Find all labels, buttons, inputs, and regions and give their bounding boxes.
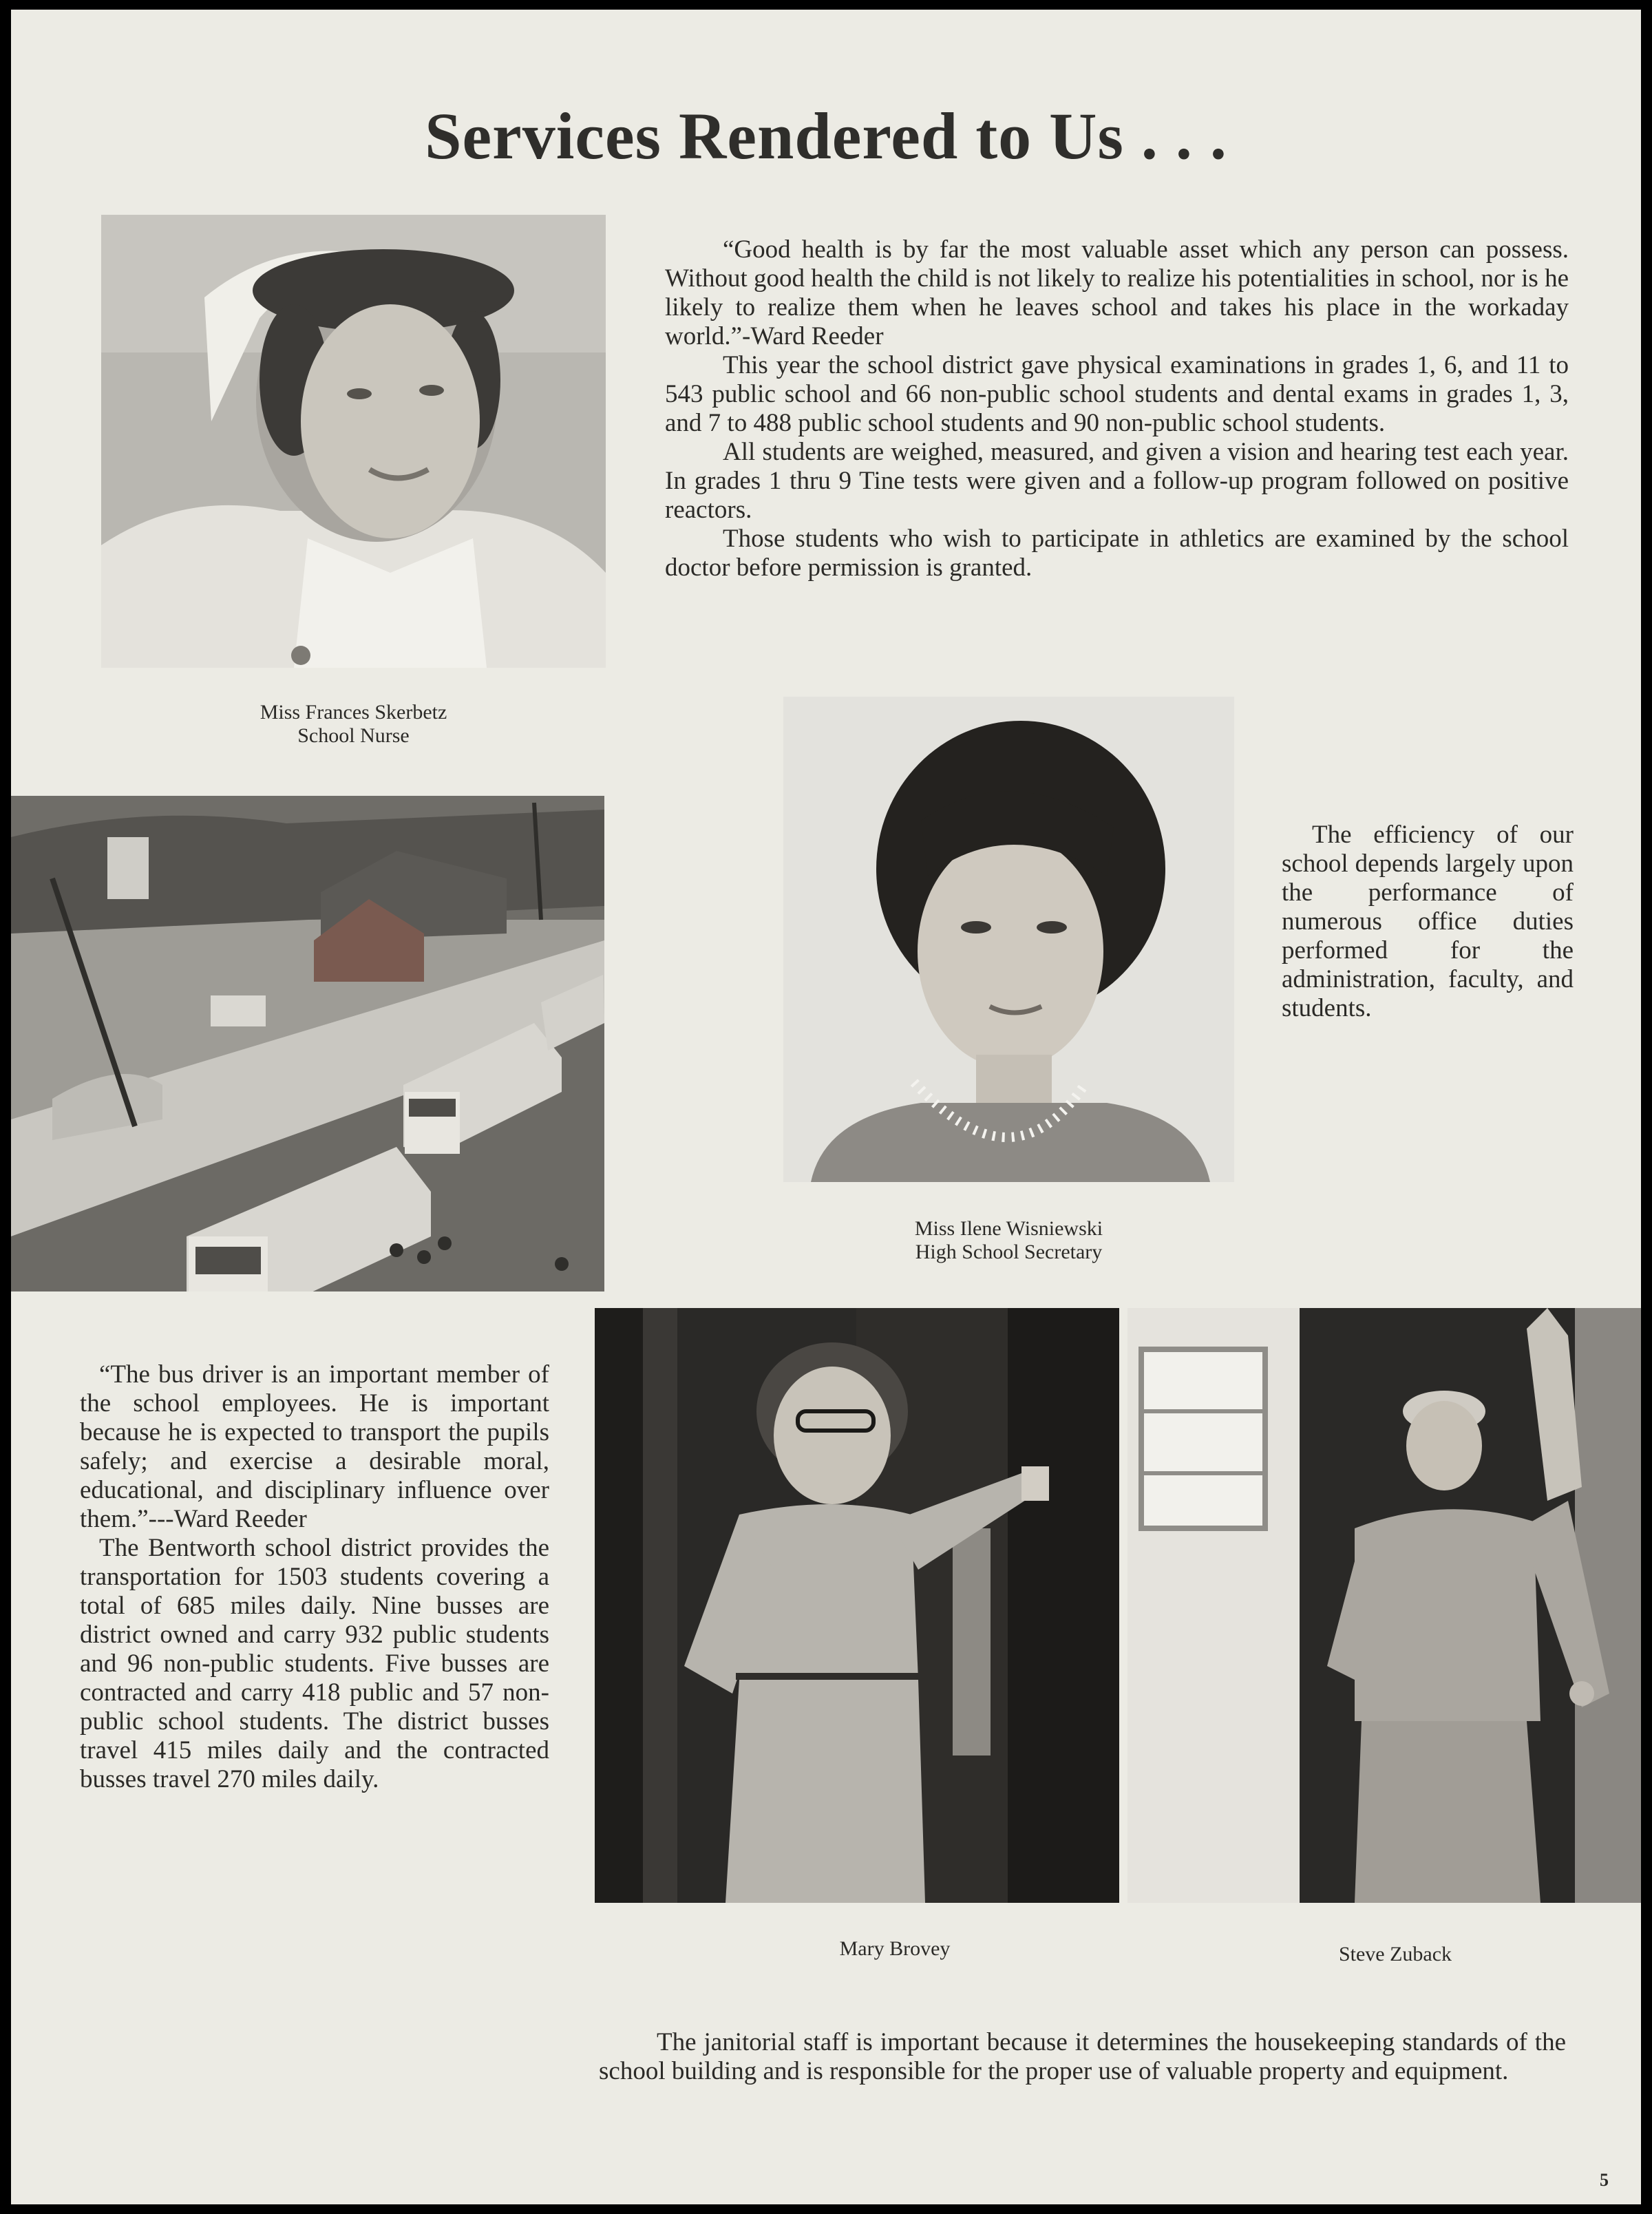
steve-zuback-caption: Steve Zuback bbox=[1338, 1943, 1452, 1965]
secretary-photo bbox=[783, 697, 1234, 1182]
steve-zuback-photo bbox=[1127, 1308, 1641, 1903]
health-text bbox=[665, 235, 1569, 582]
bus-text bbox=[80, 1360, 549, 1794]
efficiency-text bbox=[1282, 821, 1574, 1023]
bus-photo bbox=[11, 796, 604, 1292]
nurse-photo bbox=[101, 215, 606, 668]
janitor-text bbox=[599, 2028, 1566, 2086]
efficiency-paragraph: The efficiency of our school depends largely upon the performance of numerous office duties performed for the administration, faculty, and students. bbox=[1282, 821, 1574, 1022]
nurse-role: School Nurse bbox=[297, 724, 410, 747]
yearbook-page bbox=[11, 10, 1641, 2204]
nurse-caption bbox=[101, 701, 606, 748]
nurse-name: Miss Frances Skerbetz bbox=[260, 701, 447, 724]
bus-quote: “The bus driver is an important member of the school employees. He is important because he is expected to transport the pupils safely; and exercise a desirable moral, educational, and disciplinary influence over them.”---Ward Reeder bbox=[80, 1360, 549, 1533]
mary-brovey-caption: Mary Brovey bbox=[839, 1937, 951, 1960]
secretary-role: High School Secretary bbox=[915, 1241, 1103, 1263]
secretary-name: Miss Ilene Wisniewski bbox=[914, 1217, 1103, 1240]
health-athletics: Those students who wish to participate in athletics are examined by the school doctor before permission is granted. bbox=[665, 525, 1569, 582]
health-quote: “Good health is by far the most valuable asset which any person can possess. Without good health the child is not likely to realize his potentialities in school, nor is he likely to realize them when he leaves school and takes his place in the workaday world.”-Ward Reeder bbox=[665, 235, 1569, 350]
page-title: Services Rendered to Us . . . bbox=[425, 99, 1227, 173]
bus-stats: The Bentworth school district provides the transportation for 1503 students covering a total of 685 miles daily. Nine busses are district owned and carry 932 public students and 96 non-public students. Five busses are contracted and carry 418 public and 57 non-public school students. The district busses travel 415 miles daily and the contracted busses travel 270 miles daily. bbox=[80, 1534, 549, 1793]
page-number: 5 bbox=[1600, 2170, 1609, 2190]
secretary-caption bbox=[783, 1217, 1234, 1264]
janitor-paragraph: The janitorial staff is important because it determines the housekeeping standards of the school building and is responsible for the proper use of valuable property and equipment. bbox=[599, 2028, 1566, 2085]
health-tests: All students are weighed, measured, and given a vision and hearing test each year. In grades 1 thru 9 Tine tests were given and a follow-up program followed on positive reactors. bbox=[665, 438, 1569, 524]
mary-brovey-photo bbox=[595, 1308, 1119, 1903]
health-exams: This year the school district gave physical examinations in grades 1, 6, and 11 to 543 public school and 66 non-public school students and dental exams in grades 1, 3, and 7 to 488 public school students and 90 non-public school students. bbox=[665, 351, 1569, 437]
